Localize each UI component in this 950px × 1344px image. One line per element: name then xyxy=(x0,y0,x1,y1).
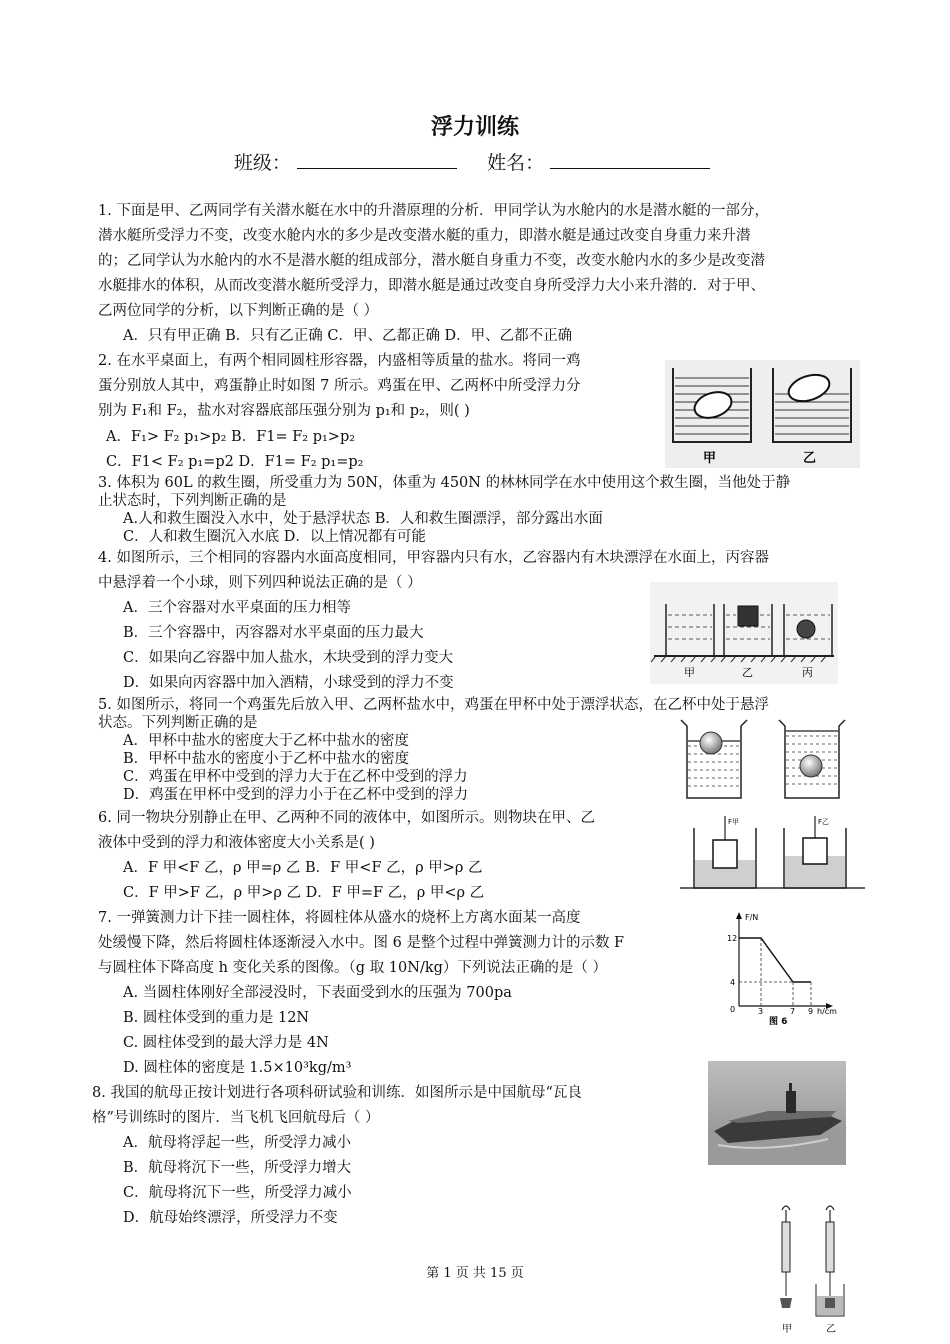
q1-line-3: 的；乙同学认为水舱内的水不是潜水艇的组成部分，潜水艇自身重力不变，改变水舱内水的多少是改变潜 xyxy=(98,253,765,269)
q7-xlabel: h/cm xyxy=(817,1007,837,1016)
q5-figure-egg-beakers xyxy=(675,714,855,800)
bottom-label-jia: 甲 xyxy=(782,1324,792,1335)
q4-label-yi: 乙 xyxy=(742,666,753,679)
name-blank[interactable] xyxy=(550,150,710,169)
q3-options-ab: A.人和救生圈没入水中，处于悬浮状态 B．人和救生圈漂浮，部分露出水面 xyxy=(123,511,603,527)
q7-line-2: 处缓慢下降，然后将圆柱体逐渐浸入水中。图 6 是整个过程中弹簧测力计的示数 F xyxy=(98,935,625,951)
q4-ball xyxy=(797,620,815,638)
q5-line-2: 状态。下列判断正确的是 xyxy=(98,715,258,731)
q5-option-d: D．鸡蛋在甲杯中受到的浮力小于在乙杯中受到的浮力 xyxy=(123,787,469,803)
q7-option-c: C. 圆柱体受到的最大浮力是 4N xyxy=(123,1035,329,1051)
bottom-label-yi: 乙 xyxy=(826,1324,836,1335)
page-footer: 第 1 页 共 15 页 xyxy=(426,1266,524,1281)
q4-option-b: B．三个容器中，丙容器对水平桌面的压力最大 xyxy=(123,625,424,641)
q6-line-2: 液体中受到的浮力和液体密度大小关系是( ) xyxy=(98,835,375,851)
q4-line-2: 中悬浮着一个小球，则下列四种说法正确的是（ ） xyxy=(98,575,422,591)
q7-figure-graph xyxy=(725,908,845,1028)
q6-options-cd: C．F 甲>F 乙，ρ 甲>ρ 乙 D．F 甲=F 乙，ρ 甲<ρ 乙 xyxy=(123,885,485,901)
q5-egg-yi xyxy=(800,755,822,777)
name-label: 姓名： xyxy=(487,152,545,174)
q7-option-a: A. 当圆柱体刚好全部浸没时，下表面受到水的压强为 700pa xyxy=(123,985,512,1001)
q7-xtick-7: 7 xyxy=(790,1007,796,1016)
q2-label-yi: 乙 xyxy=(803,451,817,466)
q2-line-1: 2. 在水平桌面上，有两个相同圆柱形容器，内盛相等质量的盐水。将同一鸡 xyxy=(98,353,581,369)
q6-options-ab: A．F 甲<F 乙，ρ 甲=ρ 乙 B．F 甲<F 乙，ρ 甲>ρ 乙 xyxy=(123,860,483,876)
q4-option-c: C．如果向乙容器中加人盐水，木块受到的浮力变大 xyxy=(123,650,454,666)
q4-option-a: A．三个容器对水平桌面的压力相等 xyxy=(123,600,351,616)
q3-options-cd: C．人和救生圈沉入水底 D．以上情况都有可能 xyxy=(123,529,426,545)
q7-xtick-9: 9 xyxy=(808,1007,814,1016)
q4-label-jia: 甲 xyxy=(684,666,695,679)
q7-ytick-4: 4 xyxy=(730,978,736,987)
class-blank[interactable] xyxy=(297,150,457,169)
q1-line-2: 潜水艇所受浮力不变，改变水舱内水的多少是改变潜水艇的重力，即潜水艇是通过改变自身重力来升潜 xyxy=(98,228,751,244)
q7-option-d: D. 圆柱体的密度是 1.5×10³kg/m³ xyxy=(123,1060,352,1076)
q4-wood-block xyxy=(738,606,758,626)
q6-line-1: 6. 同一物块分别静止在甲、乙两种不同的液体中，如图所示。则物块在甲、乙 xyxy=(98,810,595,826)
q2-label-jia: 甲 xyxy=(703,451,717,466)
q8-option-d: D．航母始终漂浮，所受浮力不变 xyxy=(123,1210,338,1226)
q5-option-b: B．甲杯中盐水的密度小于乙杯中盐水的密度 xyxy=(123,751,410,767)
page-title: 浮力训练 xyxy=(430,115,519,140)
class-label: 班级： xyxy=(233,152,291,174)
q6-figure-block-liquids xyxy=(680,814,865,896)
q1-line-5: 乙两位同学的分析，以下判断正确的是（ ） xyxy=(98,303,379,319)
q8-carrier-island xyxy=(786,1091,796,1113)
q4-option-d: D．如果向丙容器中加入酒精，小球受到的浮力不变 xyxy=(123,675,454,691)
q1-line-4: 水艇排水的体积，从而改变潜水艇所受浮力，即潜水艇是通过改变自身所受浮力大小来升潜的．对于甲、 xyxy=(98,278,765,294)
q8-figure-carrier-photo xyxy=(708,1061,846,1165)
q2-line-3: 别为 F₁和 F₂，盐水对容器底部压强分别为 p₁和 p₂，则( ) xyxy=(98,403,470,419)
q7-graph-line xyxy=(739,938,811,982)
q8-option-c: C．航母将沉下一些，所受浮力减小 xyxy=(123,1185,352,1201)
q4-line-1: 4. 如图所示，三个相同的容器内水面高度相同，甲容器内只有水，乙容器内有木块漂浮在水面上，丙容器 xyxy=(98,550,769,566)
q7-line-1: 7. 一弹簧测力计下挂一圆柱体，将圆柱体从盛水的烧杯上方离水面某一高度 xyxy=(98,910,581,926)
q7-ytick-0: 0 xyxy=(730,1005,736,1014)
q5-line-1: 5. 如图所示，将同一个鸡蛋先后放入甲、乙两杯盐水中，鸡蛋在甲杯中处于漂浮状态，在乙杯中处于悬浮 xyxy=(98,697,769,713)
q5-egg-jia xyxy=(700,732,722,754)
q2-photo-bg xyxy=(665,360,860,468)
q7-ytick-12: 12 xyxy=(727,934,738,943)
q7-ylabel: F/N xyxy=(745,913,759,922)
q2-figure-egg-beakers xyxy=(665,360,860,468)
q7-caption: 图 6 xyxy=(769,1017,788,1027)
q1-line-1: 1. 下面是甲、乙两同学有关潜水艇在水中的升潜原理的分析．甲同学认为水舱内的水是潜水艇的一部分， xyxy=(98,203,769,219)
q5-option-a: A．甲杯中盐水的密度大于乙杯中盐水的密度 xyxy=(123,733,409,749)
q8-line-1: 8. 我国的航母正按计划进行各项科研试验和训练．如图所示是中国航母“瓦良 xyxy=(92,1085,582,1101)
q1-options: A．只有甲正确 B．只有乙正确 C．甲、乙都正确 D．甲、乙都不正确 xyxy=(123,328,573,344)
q8-option-b: B．航母将沉下一些，所受浮力增大 xyxy=(123,1160,352,1176)
q2-options-cd: C．F1< F₂ p₁=p2 D．F1= F₂ p₁=p₂ xyxy=(106,454,364,470)
q3-line-2: 止状态时，下列判断正确的是 xyxy=(98,493,287,509)
q4-label-bing: 丙 xyxy=(802,666,813,679)
q8-option-a: A．航母将浮起一些，所受浮力减小 xyxy=(123,1135,351,1151)
q6-block-jia xyxy=(713,840,737,868)
q7-xtick-3: 3 xyxy=(758,1007,764,1016)
class-name-line xyxy=(0,148,950,175)
q4-figure-three-containers xyxy=(650,582,838,684)
q6-label-f-yi: F乙 xyxy=(818,818,830,826)
q2-line-2: 蛋分别放人其中，鸡蛋静止时如图 7 所示。鸡蛋在甲、乙两杯中所受浮力分 xyxy=(98,378,581,394)
q5-option-c: C．鸡蛋在甲杯中受到的浮力大于在乙杯中受到的浮力 xyxy=(123,769,468,785)
q2-options-ab: A．F₁> F₂ p₁>p₂ B．F1= F₂ p₁>p₂ xyxy=(106,429,356,445)
q6-block-yi xyxy=(803,838,827,864)
q7-line-3: 与圆柱体下降高度 h 变化关系的图像。（g 取 10N/kg）下列说法正确的是（ ） xyxy=(98,960,608,976)
q7-option-b: B. 圆柱体受到的重力是 12N xyxy=(123,1010,310,1026)
q6-label-f-jia: F甲 xyxy=(728,818,740,826)
q3-line-1: 3. 体积为 60L 的救生圈，所受重力为 50N，体重为 450N 的林林同学在水中使用这个救生圈，当他处于静 xyxy=(98,475,791,491)
q8-line-2: 格”号训练时的图片．当飞机飞回航母后（ ） xyxy=(92,1110,380,1126)
